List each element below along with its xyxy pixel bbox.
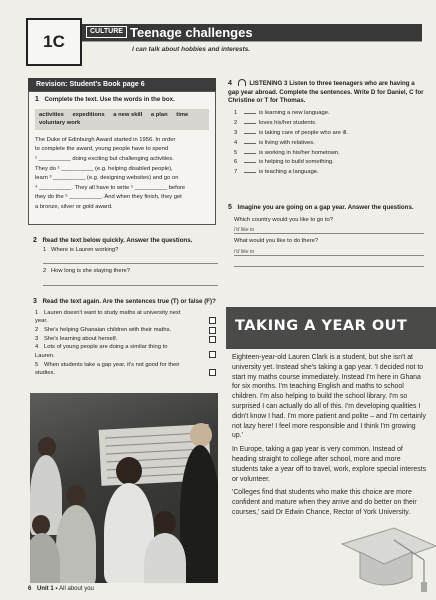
text-line: ⁴ __________. They all have to write ⁵ __________ before	[35, 184, 186, 191]
item-number: 5	[35, 361, 39, 368]
item-number: 5	[234, 149, 238, 156]
true-false-row	[35, 343, 218, 360]
item-number: 1	[43, 246, 47, 253]
question-instruction: Read the text below quickly. Answer the questions.	[42, 237, 193, 244]
item-number: 1	[35, 309, 39, 316]
word-bank-item: a new skill	[113, 111, 143, 118]
question-2	[33, 236, 218, 289]
item-number: 7	[234, 169, 238, 176]
answer-blank[interactable]	[244, 158, 256, 163]
question-5	[228, 203, 424, 270]
item-text: How long is she staying there?	[51, 268, 130, 275]
answer-line[interactable]: I'd like to	[234, 248, 424, 256]
question-4	[228, 79, 424, 178]
unit-code-box: 1C	[26, 18, 82, 66]
item-number: 2	[35, 326, 39, 333]
answer-checkbox[interactable]	[209, 369, 216, 376]
item-text: loves his/her students.	[259, 119, 317, 126]
question-number: 3	[33, 298, 37, 305]
text-line: They do ² __________ (e.g. helping disabled people),	[35, 165, 173, 172]
answer-checkbox[interactable]	[209, 336, 216, 343]
text-line: to complete the award, young people have to spend	[35, 146, 169, 153]
item-text: is working in his/her hometown.	[259, 149, 340, 156]
answer-blank[interactable]	[244, 119, 256, 124]
list-item: Which country would you like to go to?	[234, 216, 333, 223]
revision-box	[28, 91, 216, 225]
article-paragraph: Eighteen-year-old Lauren Clark is a student, but she isn't at university yet. Instead she's taking a gap year. 'I decided not to start my maths course immediately. Instead I'm here in Ghana for six months. I'm teaching English and maths to school children. I'm also helping to build the school library. I'm so surprised I can actually do all of this. I'm developing qualities I didn't know I had. I'm more patient and polite – and I'm certainly not lazy here! I feel more responsible and I think I'm growing up.'	[232, 354, 426, 440]
article-body	[232, 353, 428, 522]
true-false-row	[35, 335, 218, 344]
item-text: She's helping Ghanaian children with their maths.	[44, 326, 172, 333]
page-number: 6	[28, 586, 32, 592]
page-title: Teenage challenges	[130, 25, 253, 40]
word-bank-item: voluntary work	[39, 120, 81, 127]
list-item	[43, 267, 218, 276]
item-number: 2	[43, 268, 47, 275]
article-paragraph: 'Colleges find that students who make this choice are more confident and mature when they arrive and do better on their courses,' said Dr Edwin Chance, Rector of York University.	[232, 489, 417, 516]
article-title: TAKING A YEAR OUT	[235, 318, 408, 334]
question-number: 5	[228, 204, 232, 211]
item-text: Where is Lauren working?	[51, 246, 119, 253]
list-item	[234, 158, 424, 168]
text-line: The Duke of Edinburgh Award started in 1956. In order	[35, 136, 176, 143]
gap-fill-text	[35, 136, 209, 213]
true-false-row	[35, 309, 218, 326]
question-number: 1	[35, 96, 39, 103]
answer-line[interactable]	[234, 259, 424, 267]
revision-heading: Revision: Student's Book page 6	[28, 78, 216, 91]
item-number: 4	[234, 139, 238, 146]
item-text: She's learning about herself.	[44, 335, 118, 342]
question-number: 4	[228, 80, 232, 87]
list-item	[234, 168, 424, 178]
footer-unit-title: All about you	[59, 586, 94, 592]
headphones-icon	[238, 79, 246, 86]
header-divider	[82, 41, 422, 42]
word-bank-item: time	[176, 111, 189, 118]
question-instruction: Imagine you are going on a gap year. Answer the questions.	[237, 204, 414, 211]
item-number: 1	[234, 110, 238, 117]
text-line: a bronze, silver or gold award.	[35, 203, 113, 210]
answer-line[interactable]: I'd like to	[234, 226, 424, 234]
question-instruction: Read the text again. Are the sentences true (T) or false (F)?	[42, 298, 216, 305]
answer-line[interactable]	[43, 256, 218, 264]
item-text: is learning a new language.	[259, 110, 330, 117]
text-line: learn ³ __________ (e.g. designing websites) and go on	[35, 175, 179, 182]
item-text: Lots of young people are doing a similar thing to Lauren.	[35, 344, 168, 359]
page-subtitle: I can talk about hobbies and interests.	[132, 46, 251, 53]
question-instruction: Complete the text. Use the words in the box.	[44, 96, 175, 103]
item-text: Lauren doesn't want to study maths at university next year.	[35, 309, 181, 325]
culture-tag: CULTURE	[86, 26, 127, 38]
answer-blank[interactable]	[244, 109, 256, 114]
item-number: 3	[35, 335, 39, 342]
graduation-cap-icon	[332, 500, 436, 600]
item-text: is taking care of people who are ill.	[259, 129, 348, 136]
question-instruction: Listen to three teenagers who are having a gap year abroad. Complete the sentences. Write D for Daniel, C for Christine or T for Thomas.	[228, 80, 424, 105]
bullet-icon: ▪	[55, 586, 58, 592]
footer-unit: Unit 1	[37, 586, 54, 592]
answer-blank[interactable]	[244, 149, 256, 154]
list-item	[234, 109, 424, 119]
text-line: ¹ __________ doing exciting but challenging activities.	[35, 156, 174, 163]
item-text: is teaching a language.	[259, 169, 319, 176]
page-footer	[28, 585, 94, 593]
list-item	[234, 119, 424, 129]
question-number: 2	[33, 237, 37, 244]
article-paragraph: In Europe, taking a gap year is very common. Instead of heading straight to college after school, more and more students take a year off to travel, work, explore special interests or volunteer.	[232, 446, 427, 483]
item-number: 6	[234, 159, 238, 166]
true-false-row	[35, 326, 218, 335]
list-item	[43, 246, 218, 255]
item-text: When students take a gap year, it's not good for their studies.	[35, 361, 180, 377]
list-item: What would you like to do there?	[234, 238, 319, 245]
answer-blank[interactable]	[244, 129, 256, 134]
item-text: is living with relatives.	[259, 139, 315, 146]
item-text: is helping to build something.	[259, 159, 334, 166]
word-bank-item: activities	[39, 111, 64, 118]
word-bank	[35, 109, 209, 130]
word-bank-item: expeditions	[72, 111, 105, 118]
question-1-header	[35, 95, 209, 105]
list-item	[234, 129, 424, 139]
true-false-row	[35, 361, 218, 378]
item-number: 4	[35, 344, 39, 351]
answer-checkbox[interactable]	[209, 351, 216, 358]
question-3	[33, 297, 218, 378]
word-bank-item: a plan	[150, 111, 168, 118]
answer-checkbox[interactable]	[209, 317, 216, 324]
answer-line[interactable]	[43, 278, 218, 286]
item-number: 2	[234, 119, 238, 126]
answer-blank[interactable]	[244, 139, 256, 144]
answer-checkbox[interactable]	[209, 327, 216, 334]
classroom-photo	[30, 393, 218, 583]
list-item	[234, 149, 424, 159]
answer-blank[interactable]	[244, 168, 256, 173]
item-number: 3	[234, 129, 238, 136]
text-line: they do the ⁶ __________. And when they finish, they get	[35, 194, 182, 201]
listening-label: LISTENING 3	[249, 80, 288, 87]
list-item	[234, 139, 424, 149]
